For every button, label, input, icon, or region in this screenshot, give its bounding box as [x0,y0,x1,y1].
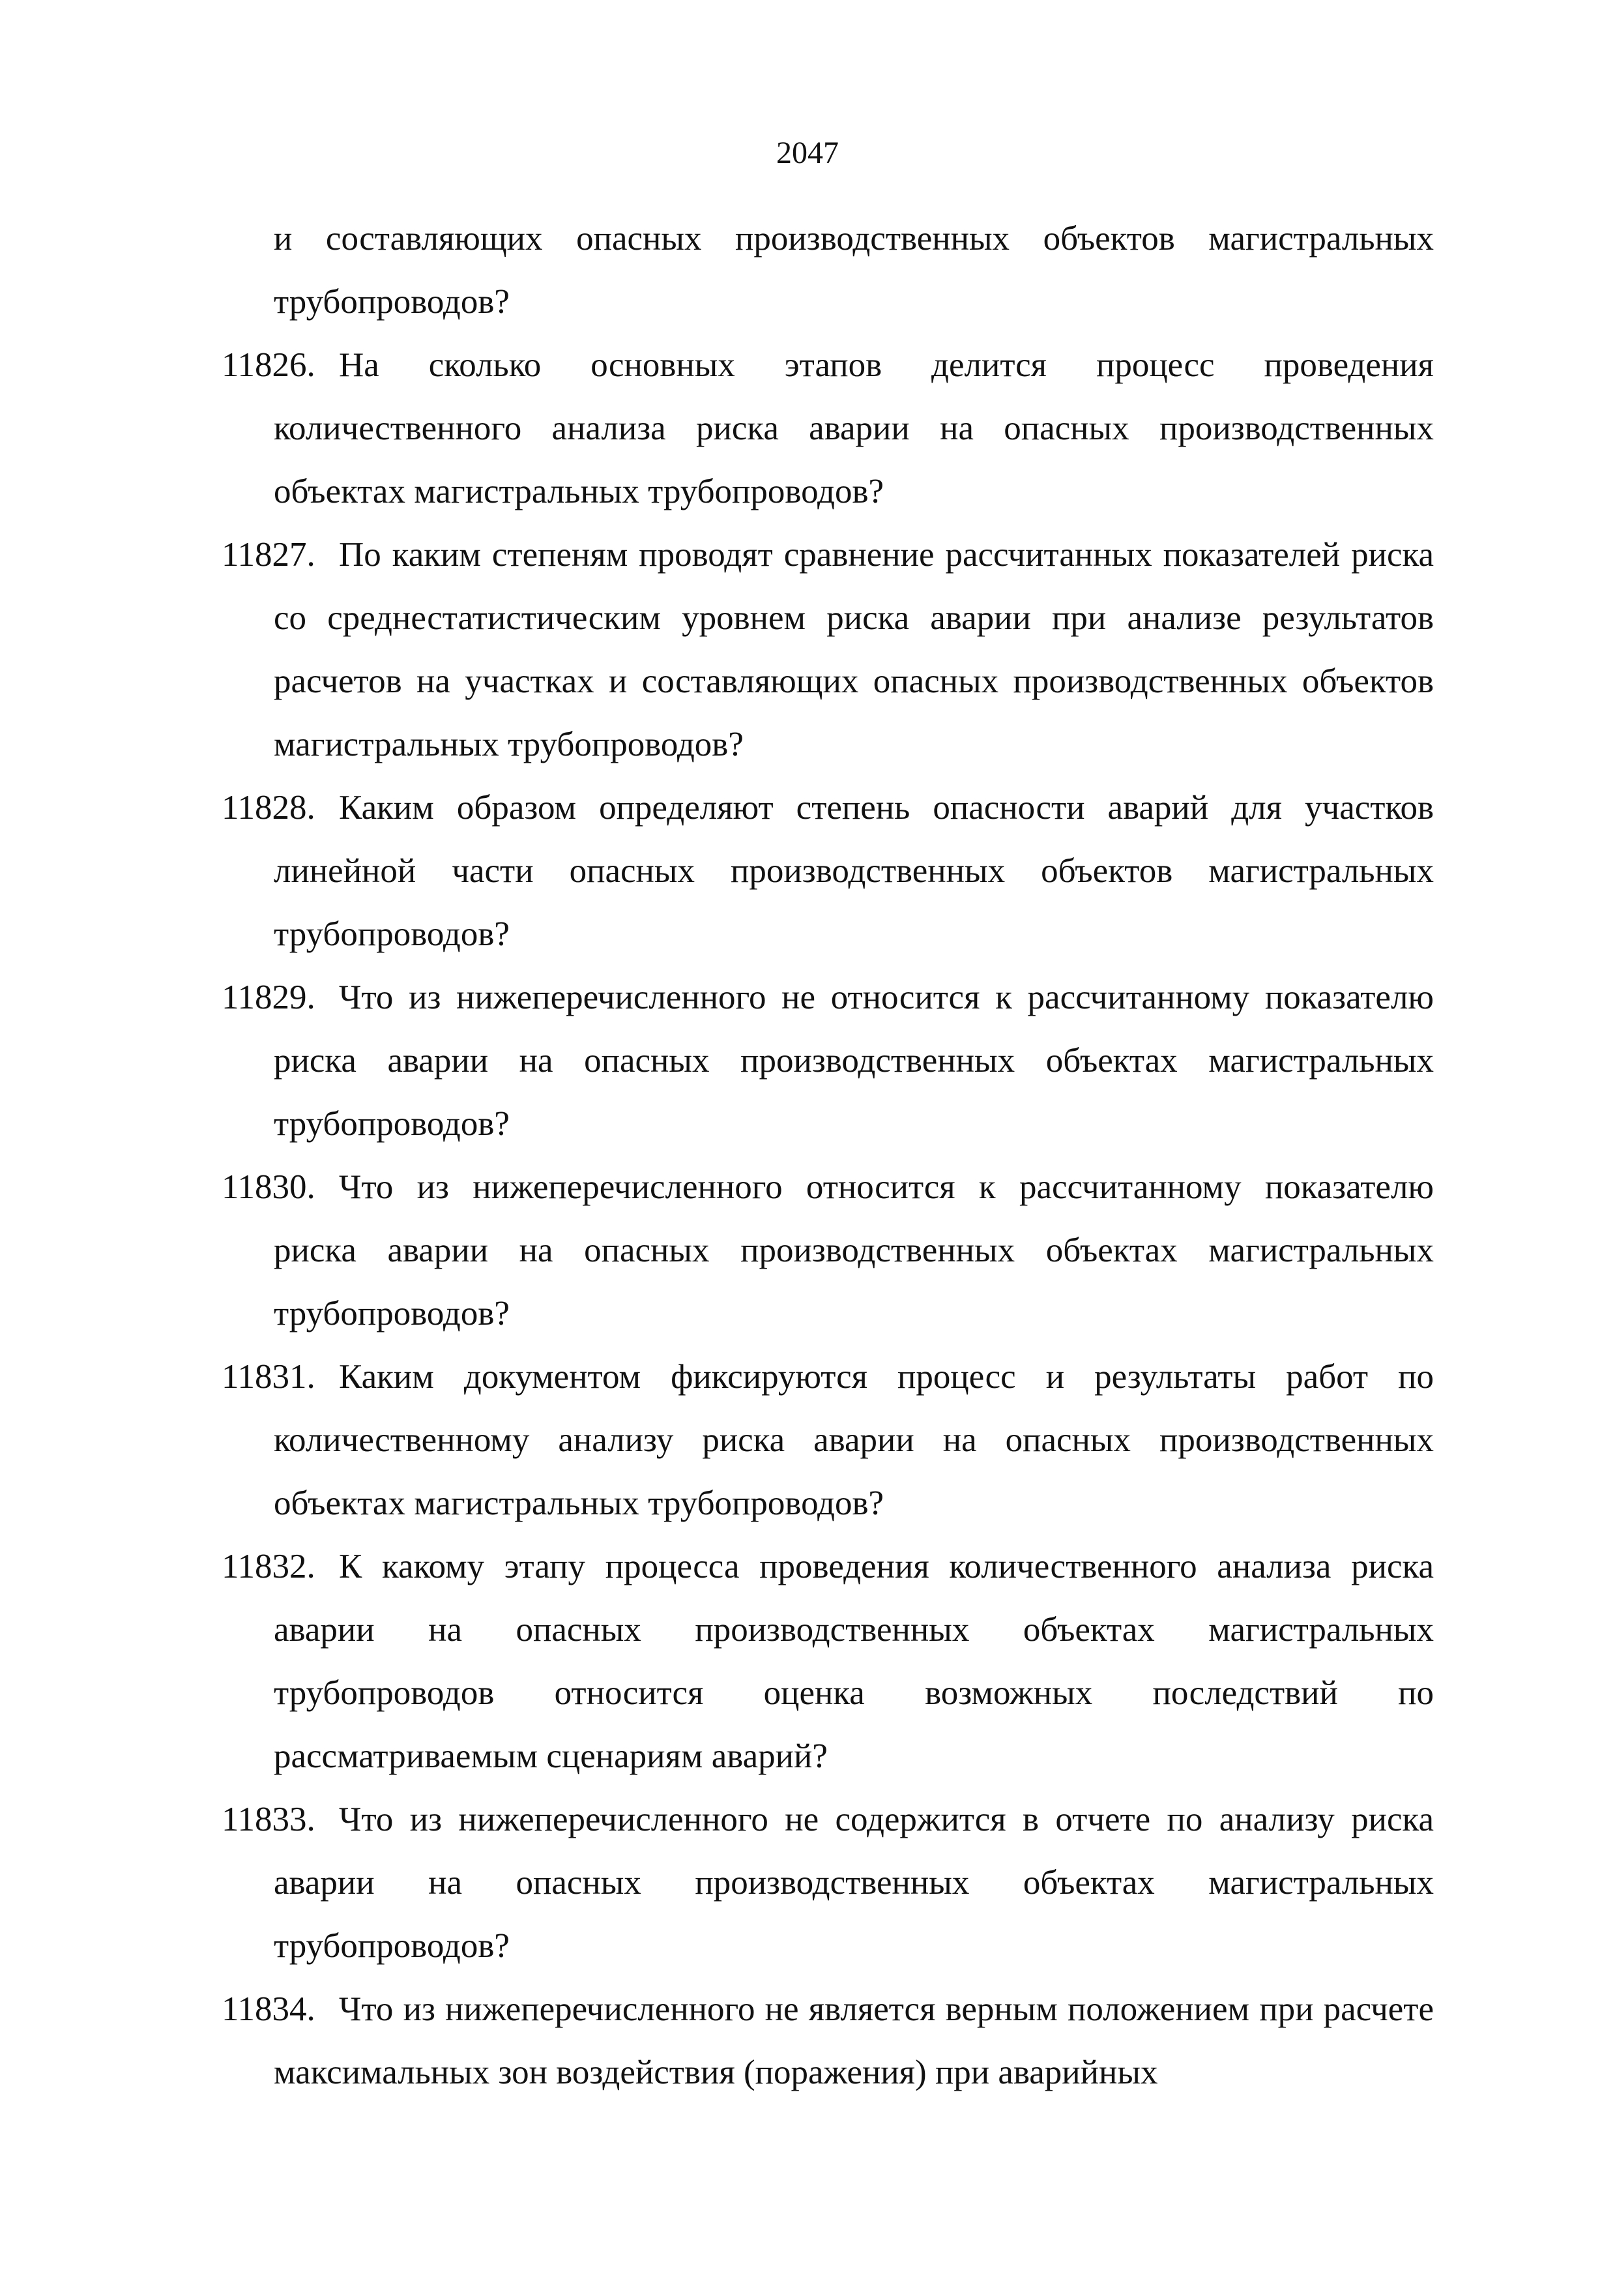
question-item [222,334,1434,523]
question-text: На сколько основных этапов делится процесс проведения количественного анализа риска аварии на опасных производственных объектах магистральных трубопроводов? [274,346,1434,510]
question-item [222,1156,1434,1346]
question-text: Каким образом определяют степень опасности аварий для участков линейной части опасных производственных объектов магистральных трубопроводов? [274,789,1434,953]
question-item [222,1788,1434,1978]
question-text: Что из нижеперечисленного не относится к рассчитанному показателю риска аварии на опасных производственных объектах магистральных трубопроводов? [274,979,1434,1143]
question-number: 11828. [222,789,315,827]
question-number: 11833. [222,1801,315,1838]
question-number: 11826. [222,346,315,384]
question-text: По каким степеням проводят сравнение рассчитанных показателей риска со среднестатистическим уровнем риска аварии при анализе результатов расчетов на участках и составляющих опасных производственных объектов магистральных трубопроводов? [274,536,1434,763]
question-item [222,523,1434,776]
continuation-paragraph: и составляющих опасных производственных объектов магистральных трубопроводов? [274,220,1434,321]
question-number: 11829. [222,979,315,1016]
document-body [222,207,1434,2104]
question-number: 11831. [222,1358,315,1396]
question-item [222,776,1434,966]
question-number: 11830. [222,1168,315,1206]
page-number: 2047 [776,136,839,170]
question-number: 11832. [222,1548,315,1585]
question-text: Что из нижеперечисленного относится к рассчитанному показателю риска аварии на опасных производственных объектах магистральных трубопроводов? [274,1168,1434,1332]
question-text: Что из нижеперечисленного не является верным положением при расчете максимальных зон воздействия (поражения) при аварийных [274,1990,1434,2091]
question-item [222,966,1434,1156]
question-item [222,1978,1434,2104]
question-item [222,1346,1434,1535]
question-number: 11834. [222,1990,315,2028]
question-text: К какому этапу процесса проведения количественного анализа риска аварии на опасных производственных объектах магистральных трубопроводов относится оценка возможных последствий по рассматриваемым сценариям аварий? [274,1548,1434,1775]
question-text: Каким документом фиксируются процесс и результаты работ по количественному анализу риска аварии на опасных производственных объектах магистральных трубопроводов? [274,1358,1434,1522]
question-number: 11827. [222,536,315,574]
question-item [222,1535,1434,1788]
question-text: Что из нижеперечисленного не содержится в отчете по анализу риска аварии на опасных производственных объектах магистральных трубопроводов? [274,1801,1434,1965]
